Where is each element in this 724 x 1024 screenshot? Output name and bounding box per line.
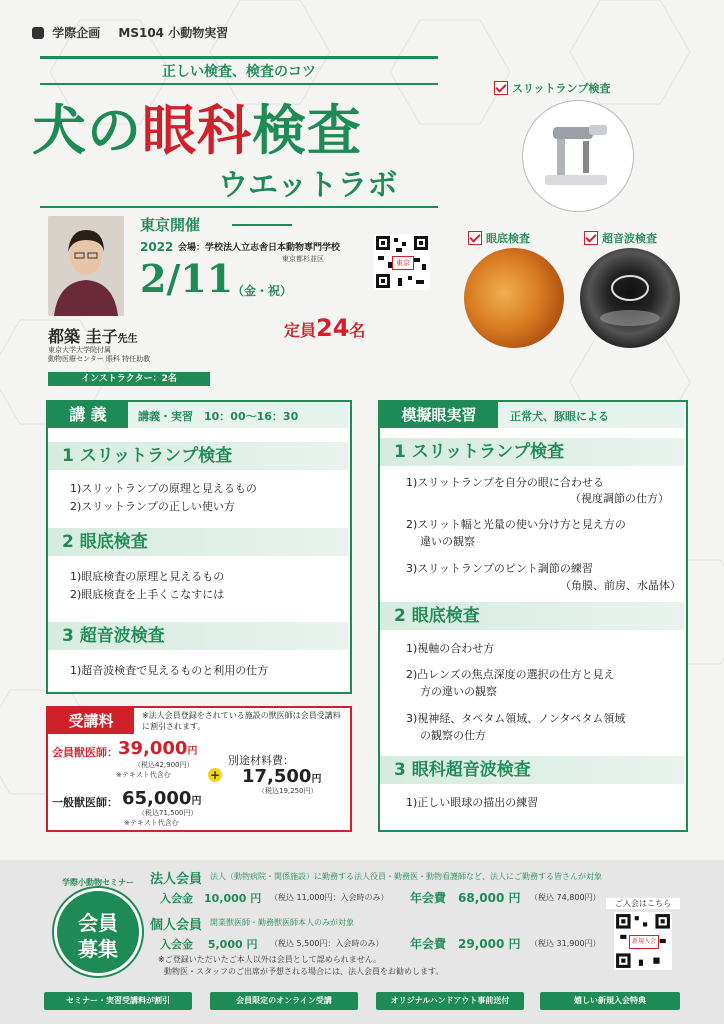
instructor-name: 都築 圭子先生 [48, 327, 138, 346]
indiv-annual-tax: （税込 31,900円） [530, 939, 601, 948]
material-fee-label: 別途材料費： [228, 754, 294, 767]
member-fee-tax: （税込42,900円） [134, 761, 194, 769]
practice-panel [378, 400, 688, 832]
benefit-handout-button[interactable]: オリジナルハンドアウト事前送付 [376, 992, 524, 1010]
lecture-section-2-title: 2 眼底検査 [48, 528, 348, 556]
corp-annual: 年会費 68,000 円 [410, 891, 521, 905]
benefit-bonus-button[interactable]: 嬉しい新規入会特典 [540, 992, 680, 1010]
benefit-discount-button[interactable]: セミナー・実習受講料が割引 [44, 992, 192, 1010]
material-fee-tax: （税込19,250円） [258, 787, 318, 795]
indiv-title: 個人会員 [150, 918, 203, 933]
practice-section-1-title: 1 スリットランプ検査 [380, 438, 684, 466]
qr-badge: 東京 [392, 256, 414, 270]
practice-1-item-1b: （視度調節の仕方） [570, 492, 669, 505]
instructor-portrait [48, 216, 124, 316]
subtitle: 正しい検査、検査のコツ [40, 56, 438, 85]
instructor-affiliation: 東京大学大学院付属 動物医療センター 眼科 特任助教 [48, 346, 151, 363]
capacity: 定員24名 [284, 314, 366, 342]
benefit-online-button[interactable]: 会員限定のオンライン受講 [210, 992, 358, 1010]
wetlab-title: ウエットラボ [218, 168, 398, 203]
indiv-annual: 年会費 29,000 円 [410, 937, 521, 951]
check-icon [494, 81, 508, 95]
slit-lamp-image [522, 100, 634, 212]
practice-3-item-1: 1)正しい眼球の描出の練習 [406, 796, 539, 809]
corp-desc: 法人（動物病院・関係施設）に勤務する法人役員・勤務医・動物看護師など、法人にご勤務する皆さんが対象 [210, 872, 602, 881]
practice-2-item-2b: 方の違いの観察 [420, 685, 497, 698]
indiv-fee: 入会金 5,000 円 [160, 938, 258, 951]
check-icon [584, 231, 598, 245]
ultrasound-image [580, 248, 680, 348]
lecture-2-item-1: 1)眼底検査の原理と見えるもの [70, 570, 225, 583]
practice-section-3-title: 3 眼科超音波検査 [380, 756, 684, 784]
practice-1-item-3: 3)スリットランプのピント調節の練習 [406, 562, 593, 575]
practice-2-item-3: 3)視神経、タペタム領域、ノンタペタム領域 [406, 712, 626, 725]
main-title [32, 88, 362, 165]
lecture-section-1-title: 1 スリットランプ検査 [48, 442, 348, 470]
practice-2-item-2: 2)凸レンズの焦点深度の選択の仕方と見え [406, 668, 615, 681]
indiv-desc: 開業獣医師・勤務獣医師本人のみが対象 [210, 918, 354, 927]
fee-badge: 受講料 [48, 708, 134, 734]
corp-fee: 入会金 10,000 円 [160, 892, 262, 905]
venue-label: 東京開催 [140, 216, 201, 234]
lecture-1-item-2: 2)スリットランプの正しい使い方 [70, 500, 235, 513]
lecture-panel [46, 400, 352, 694]
plus-icon: + [209, 768, 221, 782]
corp-fee-tax: （税込 11,000円：入会時のみ） [270, 893, 389, 902]
title-part-1: 犬の [32, 98, 142, 162]
indiv-fee-tax: （税込 5,500円：入会時のみ） [270, 939, 384, 948]
instructor-photo [48, 216, 124, 316]
instructor-count: インストラクター：2名 [48, 372, 210, 386]
member-fee-label: 会員獣医師： [52, 746, 118, 759]
ultrasound-label: 超音波検査 [584, 230, 657, 246]
ultrasound-ring-shape [580, 248, 680, 348]
header-brand [32, 24, 228, 41]
practice-1-item-1: 1)スリットランプを自分の眼に合わせる [406, 476, 604, 489]
member-badge-line-1: 会員 [78, 911, 118, 935]
course-code: MS104 小動物実習 [118, 26, 229, 40]
event-year: 2022 [140, 240, 174, 254]
corp-title: 法人会員 [150, 872, 203, 887]
practice-1-item-2b: 違いの観察 [420, 535, 475, 548]
member-badge-line-2: 募集 [78, 937, 118, 961]
venue-qr-code[interactable] [374, 234, 430, 290]
brand-name: 学際企画 [52, 26, 101, 40]
general-fee-note: ※テキスト代含む [124, 819, 179, 827]
member-fee-price: 39,000円 [118, 738, 198, 759]
practice-2-item-3b: の観察の仕方 [420, 729, 486, 742]
event-day: （金・祝） [232, 284, 293, 298]
lecture-header [48, 402, 348, 428]
slit-lamp-label: スリットランプ検査 [494, 80, 611, 96]
practice-1-item-3b: （角膜、前房、水晶体） [560, 579, 681, 592]
title-part-3: 検査 [252, 98, 362, 162]
member-badge [54, 878, 142, 976]
practice-2-item-1: 1)視軸の合わせ方 [406, 642, 495, 655]
general-fee-tax: （税込71,500円） [138, 809, 198, 817]
title-part-2: 眼科 [142, 98, 252, 162]
venue-location: 東京都杉並区 [282, 255, 324, 263]
lecture-2-item-2: 2)眼底検査を上手くこなすには [70, 588, 225, 601]
fee-note: ※法人会員登録をされている施設の獣医師は会員受講料に割引されます。 [142, 711, 341, 731]
general-fee-label: 一般獣医師： [52, 796, 118, 809]
member-note-1: ※ご登録いただいたご本人以外は会員として認められません。 [158, 955, 382, 964]
join-qr-code[interactable] [614, 912, 672, 970]
qr-badge: 新規入会 [629, 935, 659, 949]
lecture-section-3-title: 3 超音波検査 [48, 622, 348, 650]
venue-divider [232, 224, 292, 226]
slit-lamp-illustration [523, 101, 633, 211]
member-fee-note: ※テキスト代含む [116, 771, 171, 779]
practice-note: 正常犬、豚眼による [510, 410, 609, 423]
practice-section-2-title: 2 眼底検査 [380, 602, 684, 630]
lecture-time: 講義・実習 10：00〜16：30 [138, 410, 299, 423]
event-date: 2/11 [140, 256, 234, 301]
brand-logo-icon [32, 27, 44, 39]
lecture-3-item-1: 1)超音波検査で見えるものと利用の仕方 [70, 664, 269, 677]
practice-header [380, 402, 684, 428]
practice-badge: 模擬眼実習 [380, 402, 498, 428]
check-icon [468, 231, 482, 245]
qr-caption: ご入会はこちら [606, 898, 680, 909]
corp-annual-tax: （税込 74,800円） [530, 893, 601, 902]
venue-name: 会場：学校法人立志舎日本動物専門学校 [178, 243, 341, 253]
member-badge-arc: 学際小動物セミナー [62, 878, 134, 887]
lecture-1-item-1: 1)スリットランプの原理と見えるもの [70, 482, 257, 495]
general-fee-price: 65,000円 [122, 788, 202, 809]
practice-1-item-2: 2)スリット幅と光量の使い分け方と見え方の [406, 518, 626, 531]
member-note-2: 動物医・スタッフのご出席が予想される場合には、法人会員をお勧めします。 [164, 967, 444, 976]
fundus-label: 眼底検査 [468, 230, 530, 246]
fee-panel [46, 706, 352, 832]
title-divider [40, 206, 438, 208]
lecture-badge: 講 義 [48, 402, 128, 428]
material-fee-price: 17,500円 [242, 766, 322, 787]
fundus-image [464, 248, 564, 348]
